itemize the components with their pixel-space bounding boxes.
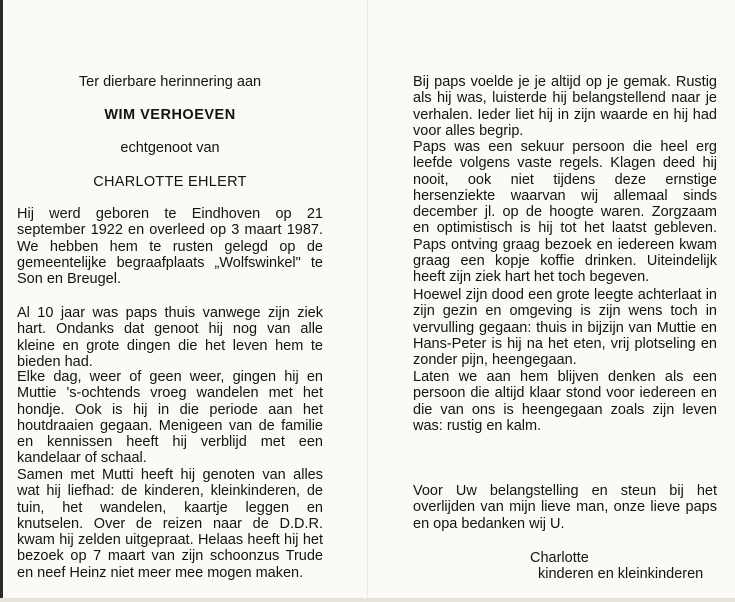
signature-family: kinderen en kleinkinderen (538, 566, 704, 583)
left-paragraph-illness: Al 10 jaar was paps thuis vanwege zijn ziek hart. Ondanks dat genoot hij nog van alle kleine en grote dingen die het leven hem te bieden had. (17, 305, 323, 370)
deceased-name: WIM VERHOEVEN (104, 107, 236, 123)
thanks-paragraph: Voor Uw belangstelling en steun bij het overlijden van mijn lieve man, onze lieve paps en opa bedanken wij U. (413, 483, 717, 532)
signature-block (530, 550, 703, 583)
relation-line: echtgenoot van (120, 140, 220, 156)
signature-name: Charlotte (530, 550, 589, 566)
spouse-name: CHARLOTTE EHLERT (93, 174, 247, 190)
card-fold-line (367, 0, 368, 602)
intro-line: Ter dierbare herinnering aan (78, 74, 262, 90)
right-paragraph-comfort: Bij paps voelde je je altijd op je gemak. Rustig als hij was, luisterde hij belangstellend naar je verhalen. Ieder liet hij in zijn waarde en hij had voor alles begrip. (413, 74, 717, 139)
left-paragraph-enjoyed: Samen met Mutti heeft hij genoten van alles wat hij liefhad: de kinderen, kleinkinderen, de tuin, het wandelen, kaartje leggen en knutselen. Over de reizen naar de D.D.R. kwam hij zelden uitgepraat. Helaas heeft hij het bezoek op 7 maart van zijn schoonzus Trude en neef Heinz niet meer mee mogen maken. (17, 467, 323, 581)
right-paragraph-character: Paps was een sekuur persoon die heel erg leefde volgens vaste regels. Klagen deed hij nooit, ook niet tijdens deze ernstige hersenziekte waarvan wij allemaal sinds december jl. op de hoogte waren. Zorgzaam en optimistisch is hij tot het laatst gebleven. Paps ontving graag bezoek en iedereen kwam graag een kopje koffie drinken. Uiteindelijk heeft zijn ziek hart het toch begeven. (413, 139, 717, 286)
left-paragraph-walks: Elke dag, weer of geen weer, gingen hij en Muttie 's-ochtends vroeg wandelen met het hondje. Ook is hij in die periode aan het houtdraaien gegaan. Menigeen van de familie en kennissen heeft hij verblijd met een kandelaar of schaal. (17, 369, 323, 467)
right-paragraph-remember: Laten we aan hem blijven denken als een persoon die altijd klaar stond voor iedereen en die van ons is heengegaan zoals zijn leven was: rustig en kalm. (413, 369, 717, 434)
card-bottom-edge (0, 598, 735, 602)
card-left-edge (0, 0, 3, 602)
left-paragraph-birth: Hij werd geboren te Eindhoven op 21 september 1922 en overleed op 3 maart 1987. We hebben hem te rusten gelegd op de gemeentelijke begraafplaats „Wolfswinkel" te Son en Breugel. (17, 206, 323, 288)
right-paragraph-passing: Hoewel zijn dood een grote leegte achterlaat in zijn gezin en omgeving is zijn wens toch in vervulling gegaan: thuis in bijzijn van Muttie en Hans-Peter is hij na het eten, vrij plotseling en zonder pijn, heengegaan. (413, 287, 717, 369)
